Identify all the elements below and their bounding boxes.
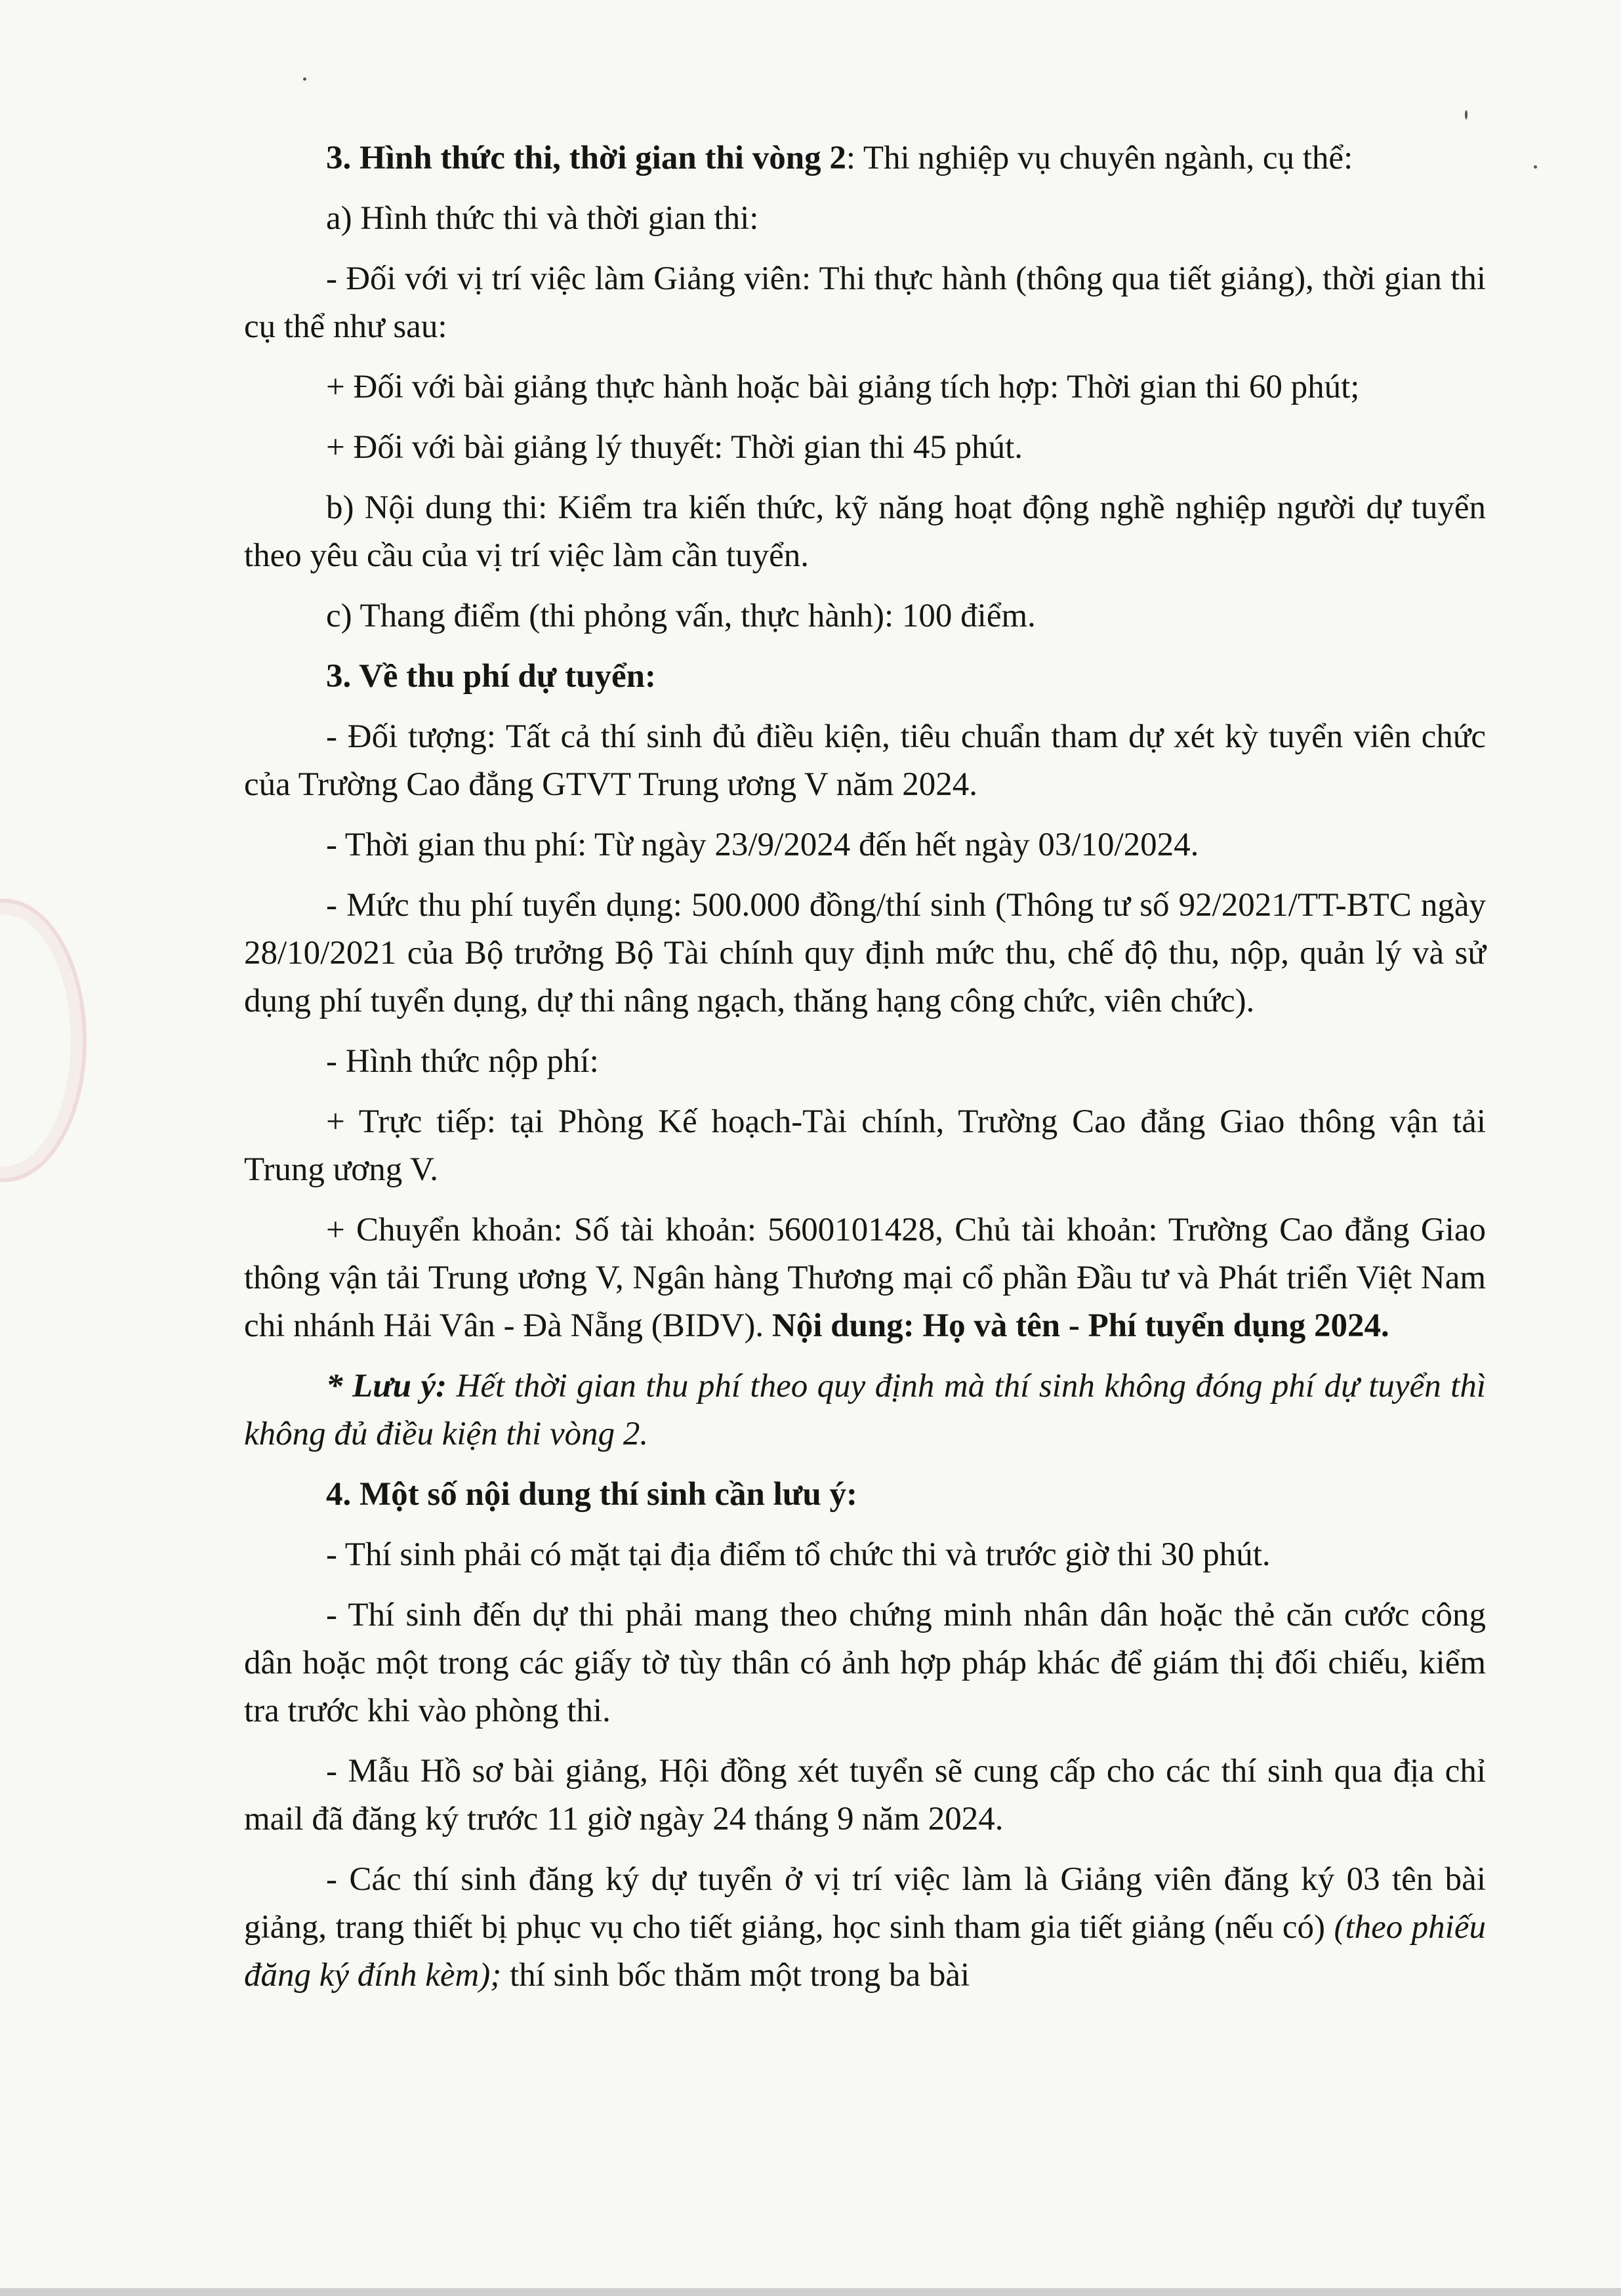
fee-note — [244, 1363, 1486, 1458]
fee-item-6-bold: Nội dung: Họ và tên - Phí tuyển dụng 2024. — [771, 1307, 1389, 1344]
fee-item-5: + Trực tiếp: tại Phòng Kế hoạch-Tài chính, Trường Cao đẳng Giao thông vận tải Trung ương V. — [244, 1103, 1486, 1188]
section-3-title: 3. Hình thức thi, thời gian thi vòng 2 — [326, 140, 846, 176]
section-3-item-a: a) Hình thức thi và thời gian thi: — [326, 200, 759, 237]
scan-speck — [1534, 165, 1537, 169]
fee-note-text: Hết thời gian thu phí theo quy định mà thí sinh không đóng phí dự tuyển thì không đủ điều kiện thi vòng 2. — [244, 1368, 1486, 1452]
fee-section-title: 3. Về thu phí dự tuyển: — [326, 658, 656, 695]
scan-bottom-edge — [0, 2288, 1621, 2296]
fee-item-6-text: + Chuyển khoản: Số tài khoản: 5600101428, Chủ tài khoản: Trường Cao đẳng Giao thông vận tải Trung ương V, Ngân hàng Thương mại cổ phần Đầu tư và Phát triển Việt Nam chi nhánh Hải Vân - Đà Nẵng (BIDV). — [244, 1212, 1486, 1344]
fee-note-label: * Lưu ý: — [326, 1368, 447, 1404]
section-4-item-2: - Thí sinh đến dự thi phải mang theo chứng minh nhân dân hoặc thẻ căn cước công dân hoặc một trong các giấy tờ tùy thân có ảnh hợp pháp khác để giám thị đối chiếu, kiểm tra trước khi vào phòng thi. — [244, 1597, 1486, 1729]
scan-speck — [1465, 110, 1467, 119]
fee-item-6 — [244, 1206, 1486, 1350]
section-3-intro: : Thi nghiệp vụ chuyên ngành, cụ thể: — [846, 140, 1353, 176]
red-seal-stamp — [0, 899, 87, 1182]
section-4-item-4 — [244, 1856, 1486, 1999]
section-3-heading-paragraph — [244, 134, 1486, 182]
section-4-title: 4. Một số nội dung thí sinh cần lưu ý: — [326, 1476, 857, 1513]
fee-item-2: - Thời gian thu phí: Từ ngày 23/9/2024 đến hết ngày 03/10/2024. — [326, 827, 1199, 863]
fee-item-1: - Đối tượng: Tất cả thí sinh đủ điều kiện, tiêu chuẩn tham dự xét kỳ tuyển viên chức của Trường Cao đẳng GTVT Trung ương V năm 2024. — [244, 718, 1486, 803]
section-4-item-4b: (theo phiếu đăng ký đính kèm); — [244, 1909, 1486, 1994]
section-3-item-b: b) Nội dung thi: Kiểm tra kiến thức, kỹ năng hoạt động nghề nghiệp người dự tuyển theo yêu cầu của vị trí việc làm cần tuyển. — [244, 489, 1486, 574]
fee-item-3: - Mức thu phí tuyển dụng: 500.000 đồng/thí sinh (Thông tư số 92/2021/TT-BTC ngày 28/10/2021 của Bộ trưởng Bộ Tài chính quy định mức thu, chế độ thu, nộp, quản lý và sử dụng phí tuyển dụng, dự thi nâng ngạch, thăng hạng công chức, viên chức). — [244, 887, 1486, 1019]
section-4-item-4c: thí sinh bốc thăm một trong ba bài — [501, 1957, 970, 1994]
section-4-item-4a: - Các thí sinh đăng ký dự tuyển ở vị trí việc làm là Giảng viên đăng ký 03 tên bài giảng, trang thiết bị phục vụ cho tiết giảng, học sinh tham gia tiết giảng (nếu có) — [244, 1861, 1486, 1946]
section-3-item-a1: - Đối với vị trí việc làm Giảng viên: Thi thực hành (thông qua tiết giảng), thời gian thi cụ thể như sau: — [244, 260, 1486, 345]
document-body — [244, 134, 1486, 2012]
section-3-item-a2: + Đối với bài giảng thực hành hoặc bài giảng tích hợp: Thời gian thi 60 phút; — [326, 369, 1360, 405]
section-3-item-a3: + Đối với bài giảng lý thuyết: Thời gian thi 45 phút. — [326, 429, 1023, 466]
fee-item-4: - Hình thức nộp phí: — [326, 1043, 599, 1080]
section-4-item-3: - Mẫu Hồ sơ bài giảng, Hội đồng xét tuyển sẽ cung cấp cho các thí sinh qua địa chỉ mail đã đăng ký trước 11 giờ ngày 24 tháng 9 năm 2024. — [244, 1753, 1486, 1837]
scan-speck — [303, 77, 306, 81]
section-4-item-1: - Thí sinh phải có mặt tại địa điểm tổ chức thi và trước giờ thi 30 phút. — [326, 1536, 1271, 1573]
section-3-item-c: c) Thang điểm (thi phỏng vấn, thực hành): 100 điểm. — [326, 598, 1036, 634]
